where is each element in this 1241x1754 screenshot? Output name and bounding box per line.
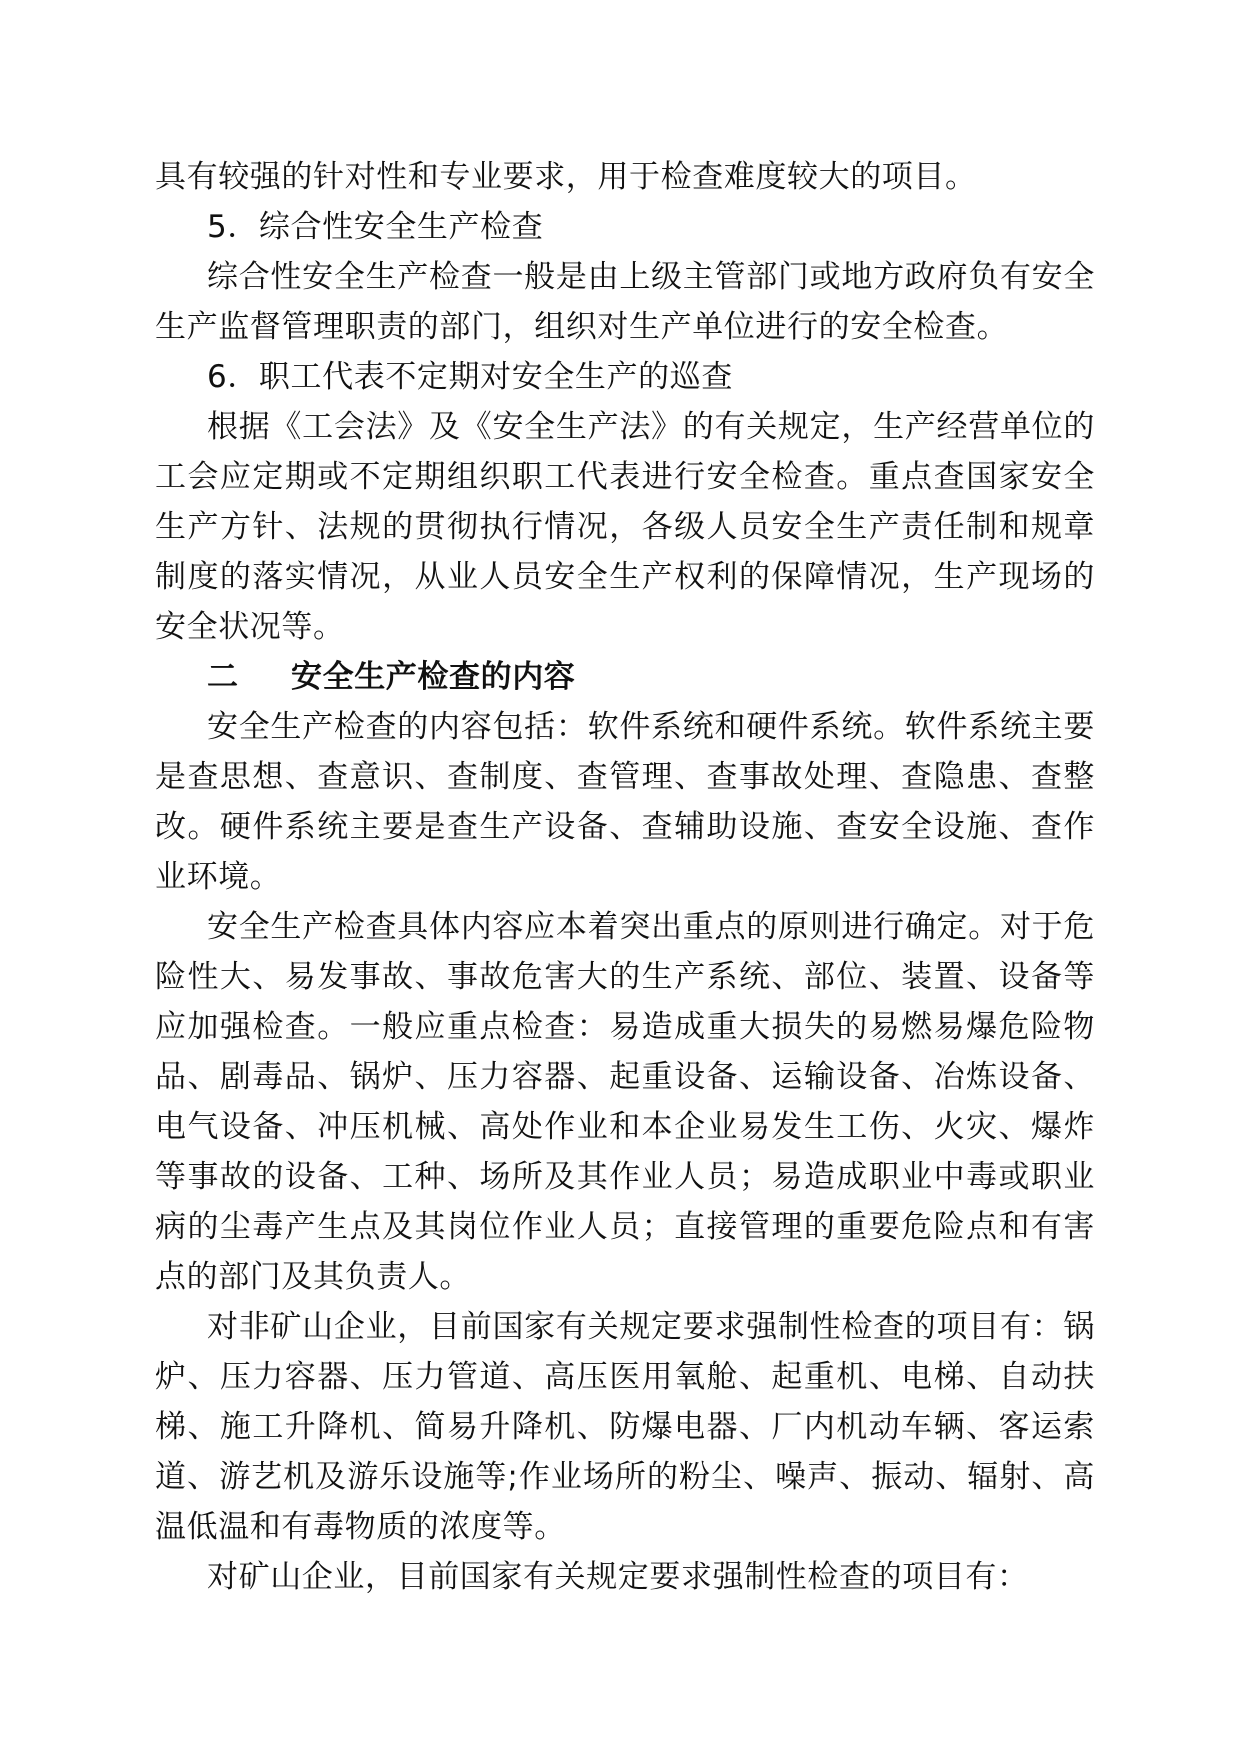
paragraph-mining: 对矿山企业，目前国家有关规定要求强制性检查的项目有：	[207, 1559, 1029, 1595]
subheading-5: 5．综合性安全生产检查	[207, 209, 544, 245]
section-heading	[155, 652, 1095, 702]
subheading-6: 6．职工代表不定期对安全生产的巡查	[207, 359, 733, 395]
paragraph-continuation: 具有较强的针对性和专业要求，用于检查难度较大的项目。	[155, 159, 977, 195]
document-body	[155, 152, 1095, 1602]
paragraph-check-content: 安全生产检查的内容包括：软件系统和硬件系统。软件系统主要是查思想、查意识、查制度、查管理、查事故处理、查隐患、查整改。硬件系统主要是查生产设备、查辅助设施、查安全设施、查作业环境。	[155, 709, 1095, 895]
paragraph-non-mining: 对非矿山企业，目前国家有关规定要求强制性检查的项目有：锅炉、压力容器、压力管道、高压医用氧舱、起重机、电梯、自动扶梯、施工升降机、简易升降机、防爆电器、厂内机动车辆、客运索道、游艺机及游乐设施等;作业场所的粉尘、噪声、振动、辐射、高温低温和有毒物质的浓度等。	[155, 1309, 1095, 1545]
section-heading-title: 安全生产检查的内容	[291, 659, 576, 695]
paragraph-union-inspection: 根据《工会法》及《安全生产法》的有关规定，生产经营单位的工会应定期或不定期组织职工代表进行安全检查。重点查国家安全生产方针、法规的贯彻执行情况，各级人员安全生产责任制和规章制度的落实情况，从业人员安全生产权利的保障情况，生产现场的安全状况等。	[155, 409, 1095, 645]
section-heading-number: 二	[207, 659, 239, 695]
paragraph-comprehensive-check: 综合性安全生产检查一般是由上级主管部门或地方政府负有安全生产监督管理职责的部门，组织对生产单位进行的安全检查。	[155, 259, 1095, 345]
paragraph-key-points: 安全生产检查具体内容应本着突出重点的原则进行确定。对于危险性大、易发事故、事故危害大的生产系统、部位、装置、设备等应加强检查。一般应重点检查：易造成重大损失的易燃易爆危险物品、剧毒品、锅炉、压力容器、起重设备、运输设备、冶炼设备、电气设备、冲压机械、高处作业和本企业易发生工伤、火灾、爆炸等事故的设备、工种、场所及其作业人员；易造成职业中毒或职业病的尘毒产生点及其岗位作业人员；直接管理的重要危险点和有害点的部门及其负责人。	[155, 909, 1095, 1295]
